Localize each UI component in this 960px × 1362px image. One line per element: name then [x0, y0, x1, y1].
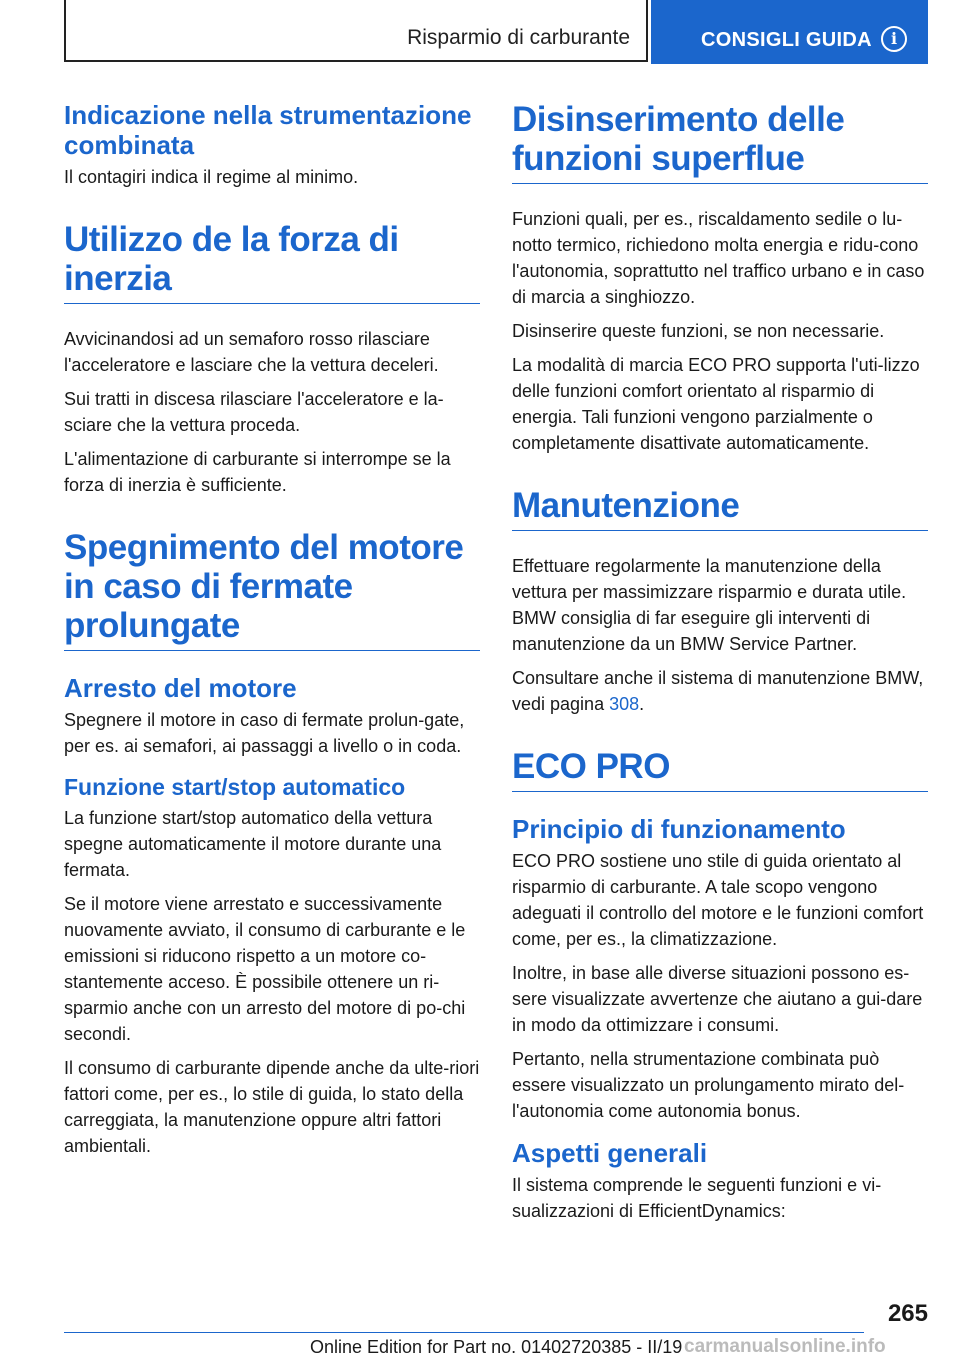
header-section-title: Risparmio di carburante — [407, 26, 630, 49]
paragraph: Funzioni quali, per es., riscaldamento sedile o lu-notto termico, richiedono molta energia e ridu-cono l'autonomia, soprattutto nel traffico urbano e in caso di marcia a singhiozzo. — [512, 209, 925, 307]
subsection-heading: Aspetti generali — [512, 1138, 708, 1168]
section-heading: Spegnimento del motore in caso di fermate prolungate — [64, 528, 480, 651]
right-column — [512, 100, 928, 1232]
footer-divider — [64, 1332, 864, 1333]
paragraph: ECO PRO sostiene uno stile di guida orientato al risparmio di carburante. A tale scopo vengono adeguati il controllo del motore e le funzioni comfort come, per es., la climatizzazione. — [512, 851, 924, 949]
header-chapter-title: CONSIGLI GUIDA — [701, 29, 872, 51]
paragraph: L'alimentazione di carburante si interrompe se la forza di inerzia è sufficiente. — [64, 449, 451, 495]
paragraph: Il contagiri indica il regime al minimo. — [64, 167, 359, 187]
section-heading: ECO PRO — [512, 747, 928, 792]
page-header — [64, 0, 928, 64]
section-heading: Manutenzione — [512, 486, 928, 531]
footer-edition: Online Edition for Part no. 01402720385 - II/19 — [310, 1337, 683, 1357]
paragraph-text: . — [639, 694, 645, 714]
paragraph: Pertanto, nella strumentazione combinata può essere visualizzato un prolungamento mirato del-l'autonomia come autonomia bonus. — [512, 1049, 905, 1121]
paragraph: Se il motore viene arrestato e successivamente nuovamente avviato, il consumo di carburante e le emissioni si riducono rispetto a un motore co-stantemente acceso. È possibile ottenere un ri-sparmio anche con un arresto del motore di po-chi secondi. — [64, 894, 466, 1044]
section-heading: Utilizzo de la forza di inerzia — [64, 220, 480, 304]
paragraph: Il consumo di carburante dipende anche da ulte-riori fattori come, per es., lo stile di guida, lo stato della carreggiata, la manutenzione oppure altri fattori ambientali. — [64, 1058, 480, 1156]
section-heading: Indicazione nella strumentazione combinata — [64, 100, 472, 160]
paragraph: Disinserire queste funzioni, se non necessarie. — [512, 321, 885, 341]
subsection-heading: Arresto del motore — [64, 673, 297, 703]
paragraph: Sui tratti in discesa rilasciare l'acceleratore e la-sciare che la vettura proceda. — [64, 389, 444, 435]
section-heading: Disinserimento delle funzioni superflue — [512, 100, 928, 184]
paragraph: Effettuare regolarmente la manutenzione della vettura per massimizzare risparmio e durata utile. BMW consiglia di far eseguire gli interventi di manutenzione da un BMW Service Partner. — [512, 556, 907, 654]
left-column — [64, 100, 480, 1167]
paragraph: La modalità di marcia ECO PRO supporta l'uti-lizzo delle funzioni comfort orientato al risparmio di energia. Tali funzioni vengono parzialmente o completamente disattivate automaticamente. — [512, 355, 920, 453]
paragraph: Spegnere il motore in caso di fermate prolun-gate, per es. ai semafori, ai passaggi a livello o in coda. — [64, 710, 465, 756]
header-section-box — [64, 0, 648, 62]
subsection-heading: Principio di funzionamento — [512, 814, 846, 844]
paragraph: Il sistema comprende le seguenti funzioni e vi-sualizzazioni di EfficientDynamics: — [512, 1175, 882, 1221]
paragraph: Avvicinandosi ad un semaforo rosso rilasciare l'acceleratore e lasciare che la vettura deceleri. — [64, 329, 439, 375]
page-reference-link[interactable]: 308 — [609, 694, 640, 714]
paragraph-text: Consultare anche il sistema di manutenzione BMW, vedi pagina — [512, 668, 924, 714]
paragraph: La funzione start/stop automatico della vettura spegne automaticamente il motore durante una fermata. — [64, 808, 442, 880]
page-number: 265 — [887, 1300, 928, 1327]
header-chapter-tab[interactable] — [651, 0, 928, 64]
paragraph: Inoltre, in base alle diverse situazioni possono es-sere visualizzate avvertenze che aiutano a gui-dare in modo da ottimizzare i consumi. — [512, 963, 923, 1035]
info-icon: i — [881, 26, 907, 52]
paragraph-with-link — [512, 665, 928, 717]
subsection-heading: Funzione start/stop automatico — [64, 774, 406, 800]
watermark-site: carmanualsonline.info — [684, 1336, 886, 1357]
